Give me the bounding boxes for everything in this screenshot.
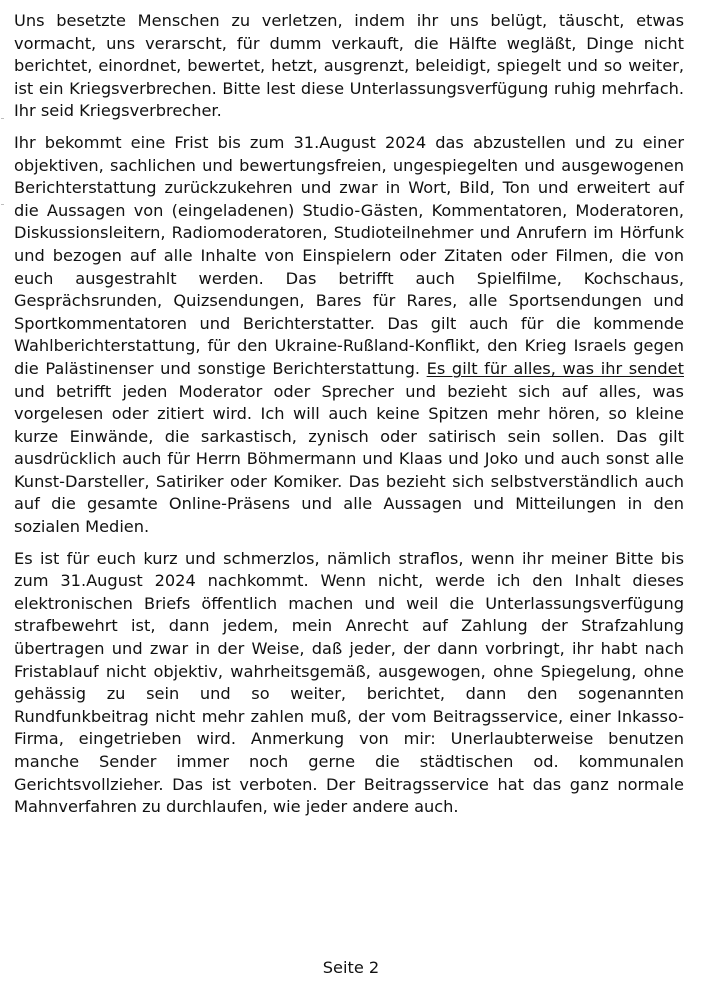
paragraph-2-text-start: Ihr bekommt eine Frist bis zum 31.August 2024 das abzustellen und zu einer objektiven, sachlichen und bewertungsfreien, ungespiegelten und ausgewogenen Berichterstattung zurückzukehren und zwar in Wort, Bild, Ton und erweitert auf die Aussagen von (eingeladenen) Studio-Gästen, Kommentatoren, Moderatoren, Diskussionsleitern, Radiomoderatoren, Studioteilnehmer und Anrufern im Hörfunk und bezogen auf alle Inhalte von Einspielern oder Zitaten oder Filmen, die von euch ausgestrahlt werden. Das betrifft auch Spielfilme, Kochschaus, Gesprächsrunden, Quizsendungen, Bares für Rares, alle Sportsendungen und Sportkommentatoren und Berichterstatter. Das gilt auch für die kommende Wahlberichterstattung, für den Ukraine-Rußland-Konflikt, den Krieg Israels gegen die Palästinenser und sonstige Berichterstattung. xyxy=(14,132,684,378)
paragraph-2-text-end: und betrifft jeden Moderator oder Sprecher und bezieht sich auf alles, was vorgelesen oder zitiert wird. Ich will auch keine Spitzen mehr hören, so kleine kurze Einwände, die sarkastisch, zynisch oder satirisch sein sollen. Das gilt ausdrücklich auch für Herrn Böhmermann und Klaas und Joko und auch sonst alle Kunst-Darsteller, Satiriker oder Komiker. Das bezieht sich selbstverständlich auch auf die gesamte Online-Präsens und alle Aussagen und Mitteilungen in den sozialen Medien. xyxy=(14,381,684,537)
scan-margin-mark xyxy=(1,118,4,119)
document-body xyxy=(14,10,684,828)
paragraph-3: Es ist für euch kurz und schmerzlos, nämlich straflos, wenn ihr meiner Bitte bis zum 31.August 2024 nachkommt. Wenn nicht, werde ich den Inhalt dieses elektronischen Briefs öffentlich machen und weil die Unterlassungsverfügung strafbewehrt ist, dann jedem, mein Anrecht auf Zahlung der Strafzahlung übertragen und zwar in der Weise, daß jeder, der dann vorbringt, ihr habt nach Fristablauf nicht objektiv, wahrheitsgemäß, ausgewogen, ohne Spiegelung, ohne gehässig zu sein und so weiter, berichtet, dann den sogenannten Rundfunkbeitrag nicht mehr zahlen muß, der vom Beitragsservice, einer Inkasso-Firma, eingetrieben wird. Anmerkung von mir: Unerlaubterweise benutzen manche Sender immer noch gerne die städtischen od. kommunalen Gerichtsvollzieher. Das ist verboten. Der Beitragsservice hat das ganz normale Mahnverfahren zu durchlaufen, wie jeder andere auch. xyxy=(14,548,684,817)
paragraph-2 xyxy=(14,132,684,539)
underlined-statement: Es gilt für alles, was ihr sendet xyxy=(426,358,684,378)
page-number: Seite 2 xyxy=(322,958,380,977)
scan-margin-mark xyxy=(1,204,4,205)
paragraph-1: Uns besetzte Menschen zu verletzen, indem ihr uns belügt, täuscht, etwas vormacht, uns verarscht, für dumm verkauft, die Hälfte wegläßt, Dinge nicht berichtet, einordnet, bewertet, hetzt, ausgrenzt, beleidigt, spiegelt und so weiter, ist ein Kriegsverbrechen. Bitte lest diese Unterlassungsverfügung ruhig mehrfach. Ihr seid Kriegsverbrecher. xyxy=(14,11,684,121)
